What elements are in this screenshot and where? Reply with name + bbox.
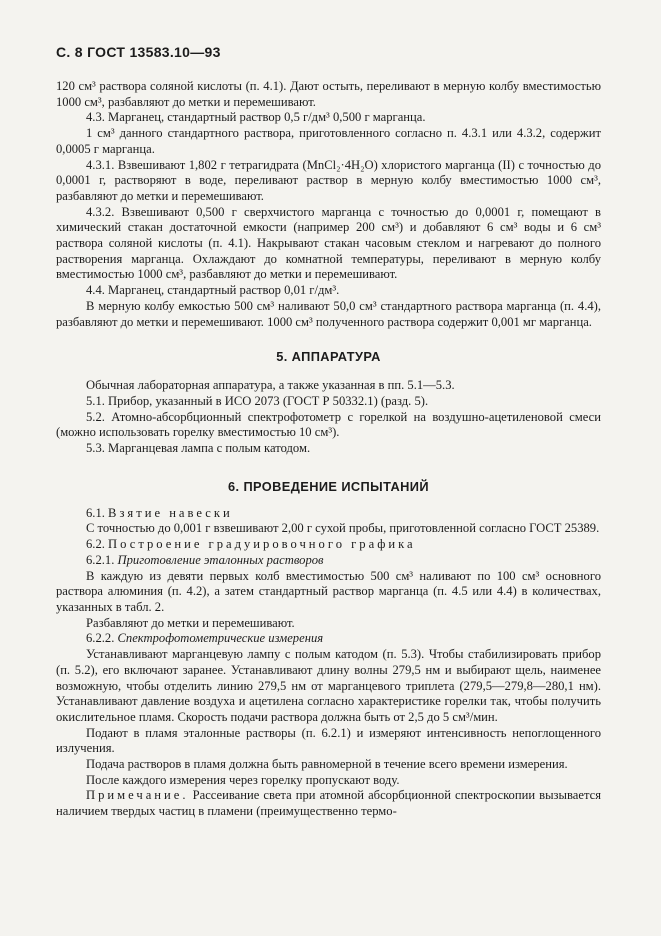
page-header	[56, 40, 601, 64]
paragraph-6-2-2-0: Устанавливают марганцевую лампу с полым катодом (п. 5.3). Чтобы стабилизировать прибор (п. 5.2), его включают заранее. Устанавливают длину волны 279,5 нм и выбирают щель, наименее возможную, чтобы отделить линию 279,5 нм от марганцевого триплета (279,5—279,8—280,1 нм). Устанавливают давление воздуха и ацетилена согласно характеристике горелки так, чтобы получить окислительное пламя. Скорость подачи раствора должна быть от 2,5 до 5 см³/мин.	[56, 647, 601, 724]
note-paragraph	[56, 788, 601, 819]
paragraph-0: 120 см³ раствора соляной кислоты (п. 4.1). Дают остыть, переливают в мерную колбу вместимостью 1000 см³, разбавляют до метки и перемешивают.	[56, 79, 601, 109]
subsection-6-1-title: Взятие навески	[108, 505, 233, 520]
standard-designation: ГОСТ 13583.10—93	[87, 44, 221, 60]
paragraph-6-2-2-3: После каждого измерения через горелку пропускают воду.	[86, 772, 400, 787]
paragraph-6-2-2-1: Подают в пламя эталонные растворы (п. 6.2.1) и измеряют интенсивность непоглощенного излучения.	[56, 725, 601, 756]
page-number-prefix: С.	[56, 44, 75, 60]
subsection-6-2-2-title: Спектрофотометрические измерения	[117, 631, 324, 646]
paragraph-2: 1 см³ данного стандартного раствора, приготовленного согласно п. 4.3.1 или 4.3.2, содержит 0,0005 г марганца.	[56, 126, 601, 156]
subsection-6-1-heading: 6.1. Взятие навески	[86, 505, 233, 520]
paragraph-1: 4.3. Марганец, стандартный раствор 0,5 г/дм³ 0,500 г марганца.	[86, 110, 426, 125]
section5-paragraph-0: Обычная лабораторная аппаратура, а также указанная в пп. 5.1—5.3.	[86, 378, 455, 393]
section6-title: 6. ПРОВЕДЕНИЕ ИСПЫТАНИЙ	[228, 478, 429, 494]
subsection-6-2-2-heading: 6.2.2. Спектрофотометрические измерения	[86, 631, 324, 646]
paragraph-4: 4.3.2. Взвешивают 0,500 г сверхчистого марганца с точностью до 0,0001 г, помещают в химический стакан достаточной емкости (например 200 см³) и добавляют 6 см³ воды и 6 см³ раствора соляной кислоты (п. 4.1). Накрывают стакан часовым стеклом и нагревают до полного растворения марганца. Охлаждают до комнатной температуры, переливают в мерную колбу вместимостью 1000 см³, разбавляют до метки и перемешивают.	[56, 204, 601, 282]
subsection-6-2-title: Построение градуировочного графика	[108, 537, 416, 552]
paragraph-3: 4.3.1. Взвешивают 1,802 г тетрагидрата (MnCl₂·4H₂O) хлористого марганца (II) с точностью до 0,0001 г, растворяют в воде, переливают раствор в мерную колбу вместимостью 1000 см³, разбавляют до метки и перемешивают.	[56, 157, 601, 203]
subsection-6-2-1-title: Приготовление эталонных растворов	[117, 552, 324, 567]
paragraph-5: 4.4. Марганец, стандартный раствор 0,01 г/дм³.	[86, 283, 340, 298]
section4-continuation	[56, 79, 601, 330]
section5-title: 5. АППАРАТУРА	[276, 349, 381, 365]
document-page	[56, 40, 601, 820]
subsection-6-2-2-body	[56, 647, 601, 788]
paragraph-6-2-2-2: Подача растворов в пламя должна быть равномерной в течение всего времени измерения.	[86, 757, 568, 772]
paragraph-6: В мерную колбу емкостью 500 см³ наливают 50,0 см³ стандартного раствора марганца (п. 4.4), разбавляют до метки и перемешивают. 1000 см³ полученного раствора содержит 0,001 мг марганца.	[56, 298, 601, 329]
note-text: Рассеивание света при атомной абсорбционной спектроскопии вызывается наличием твердых частиц в пламени (преимущественно термо-	[56, 788, 601, 819]
note-label: Примечание.	[86, 788, 189, 803]
paragraph-6-2-1-b: Разбавляют до метки и перемешивают.	[86, 615, 295, 630]
section5-body	[56, 378, 601, 457]
section5-paragraph-2: 5.2. Атомно-абсорбционный спектрофотометр с горелкой на воздушно-ацетиленовой смеси (можно использовать горелку вместимостью 10 см³).	[56, 409, 601, 440]
paragraph-6-2-1: В каждую из девяти первых колб вместимостью 500 см³ наливают по 100 см³ основного раствора алюминия (п. 4.2), а затем стандартный раствор марганца (п. 4.5 или 4.4) в количествах, указанных в табл. 2.	[56, 568, 601, 614]
subsection-6-2-1-heading: 6.2.1. Приготовление эталонных растворов	[86, 552, 324, 567]
page-number: 8	[74, 44, 83, 60]
section5-paragraph-1: 5.1. Прибор, указанный в ИСО 2073 (ГОСТ Р 50332.1) (разд. 5).	[86, 393, 429, 408]
subsection-6-2-heading: 6.2. Построение градуировочного графика	[86, 537, 416, 552]
section5-paragraph-3: 5.3. Марганцевая лампа с полым катодом.	[86, 441, 311, 456]
paragraph-6-1: С точностью до 0,001 г взвешивают 2,00 г сухой пробы, приготовленной согласно ГОСТ 25389.	[86, 521, 600, 536]
